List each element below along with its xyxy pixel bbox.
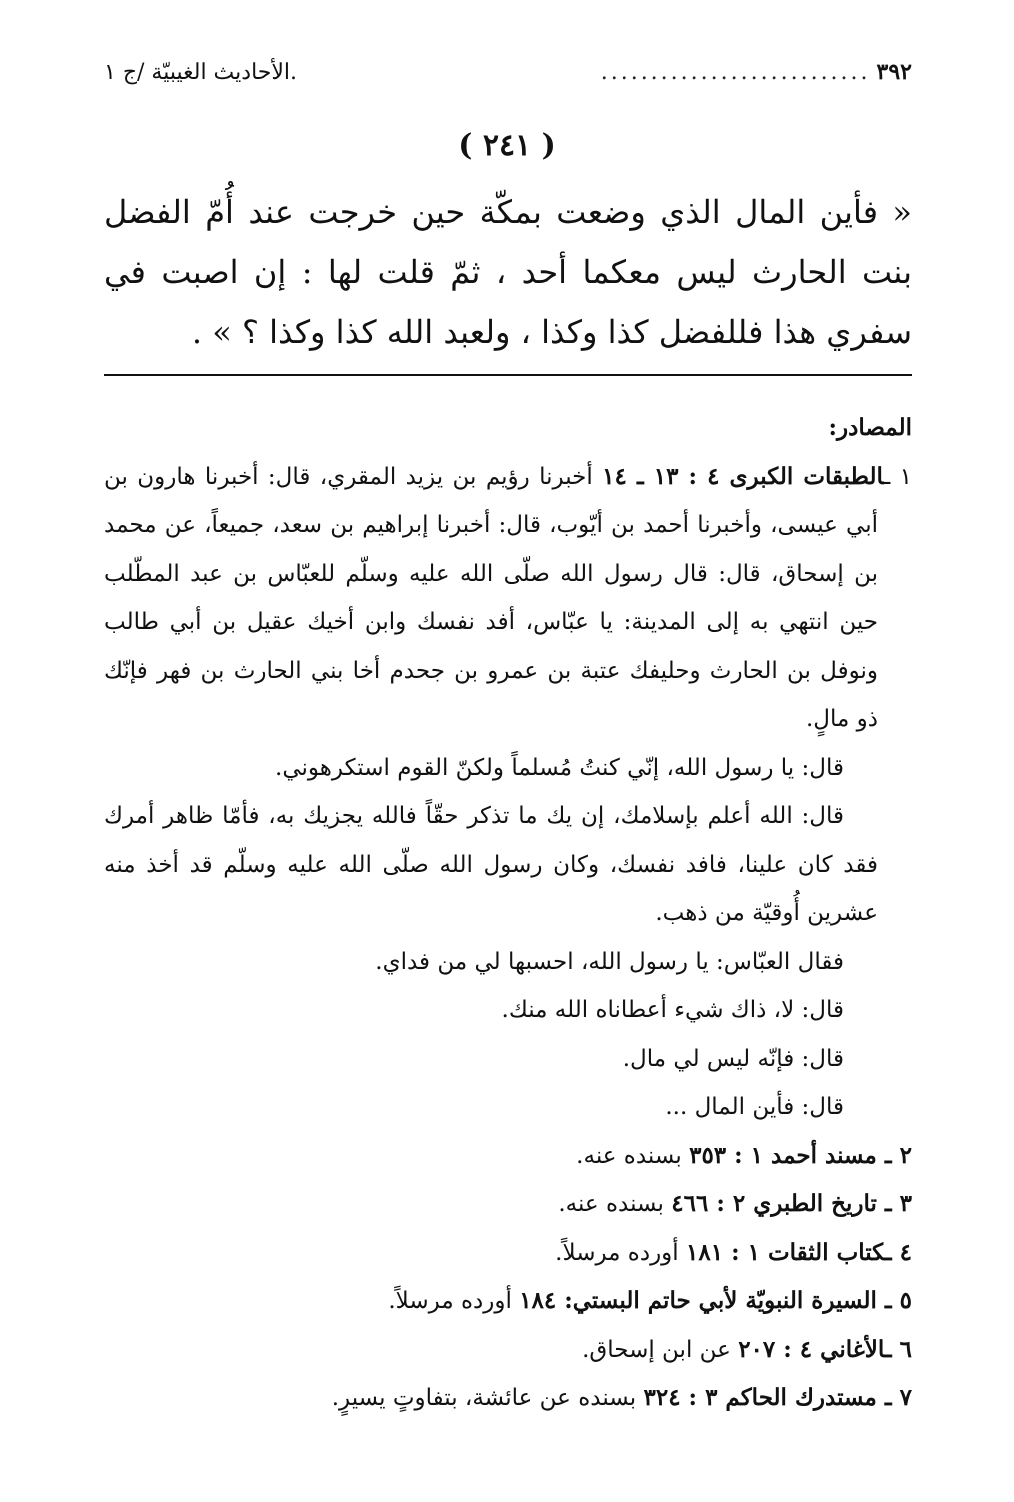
source-prefix: ٢ ـ bbox=[876, 1141, 912, 1169]
sources-heading: المصادر: bbox=[828, 414, 912, 441]
source-name: كتاب الثقات ١ : ١٨١ bbox=[686, 1238, 885, 1266]
source-item-5 bbox=[104, 1277, 912, 1326]
source-text: أورده مرسلاً. bbox=[388, 1288, 520, 1314]
quote-line: قال: فأين المال ... bbox=[665, 1094, 844, 1120]
sources-section bbox=[104, 404, 912, 1423]
source-text: بسنده عنه. bbox=[558, 1191, 672, 1217]
source-name: السيرة النبويّة لأبي حاتم البستي: ١٨٤ bbox=[519, 1287, 877, 1314]
source-number: ١ ـ bbox=[883, 463, 912, 490]
source-text: عن ابن إسحاق. bbox=[582, 1336, 739, 1363]
source-text: بسنده عن عائشة، بتفاوتٍ يسيرٍ. bbox=[331, 1385, 644, 1411]
quote-line: قال: فإنّه ليس لي مال. bbox=[622, 1045, 844, 1072]
leader-dots: ........................... bbox=[600, 59, 871, 85]
quote-line: قال: يا رسول الله، إنّي كنتُ مُسلماً ولكنّ القوم استكرهوني. bbox=[275, 754, 844, 781]
source-prefix: ٤ ـ bbox=[884, 1238, 912, 1266]
source-item-4 bbox=[104, 1229, 912, 1278]
running-header bbox=[104, 52, 912, 92]
hadith-text: « فأين المال الذي وضعت بمكّة حين خرجت عند أُمّ الفضل بنت الحارث ليس معكما أحد ، ثمّ قلت لها : إن اصبت في سفري هذا فللفضل كذا وكذا ، ولعبد الله كذا وكذا ؟ » . bbox=[104, 193, 913, 351]
source-name: الطبقات الكبرى ٤ : ١٣ ـ ١٤ bbox=[602, 462, 884, 490]
hadith-number: ( ٢٤١ ) bbox=[458, 128, 556, 163]
source-text: بسنده عنه. bbox=[576, 1142, 690, 1169]
source-item-1 bbox=[104, 453, 912, 744]
source-name: مسند أحمد ١ : ٣٥٣ bbox=[689, 1141, 877, 1169]
quote-line: قال: الله أعلم بإسلامك، إن يك ما تذكر حقّاً فالله يجزيك به، فأمّا ظاهر أمرك فقد كان علينا، فافد نفسك، وكان رسول الله صلّى الله عليه وسلّم قد أخذ منه عشرين أُوقيّة من ذهب. bbox=[104, 803, 878, 926]
source-text: أورده مرسلاً. bbox=[555, 1239, 686, 1266]
source-prefix: ٣ ـ bbox=[876, 1190, 912, 1217]
page-number: ٣٩٢ bbox=[876, 59, 912, 85]
book-title: .الأحاديث الغيبيّة /ج ١ bbox=[104, 59, 298, 85]
source-item-7 bbox=[104, 1374, 912, 1423]
source-text: أخبرنا رؤيم بن يزيد المقري، قال: أخبرنا هارون بن أبي عيسى، وأخبرنا أحمد بن أيّوب، قال: أخبرنا إبراهيم بن سعد، جميعاً، عن محمد بن إسحاق، قال: قال رسول الله صلّى الله عليه وسلّم للعبّاس بن عبد المطّلب حين انتهي به إلى المدينة: يا عبّاس، أفد نفسك وابن أخيك عقيل بن أبي طالب ونوفل بن الحارث وحليفك عتبة بن عمرو بن جحدم أخا بني الحارث بن فهر فإنّك ذو مالٍ. bbox=[104, 463, 878, 732]
source-name: الأغاني ٤ : ٢٠٧ bbox=[738, 1335, 885, 1363]
source-item-3 bbox=[104, 1180, 912, 1229]
quote-line: فقال العبّاس: يا رسول الله، احسبها لي من فداي. bbox=[375, 948, 844, 975]
source-prefix: ٧ ـ bbox=[876, 1384, 912, 1411]
quote-line: قال: لا، ذاك شيء أعطاناه الله منك. bbox=[501, 997, 844, 1023]
source-name: مستدرك الحاكم ٣ : ٣٢٤ bbox=[643, 1384, 877, 1411]
source-item-2 bbox=[104, 1132, 912, 1181]
footnote-divider bbox=[104, 374, 912, 376]
source-prefix: ٥ ـ bbox=[876, 1287, 912, 1314]
source-item-6 bbox=[104, 1326, 912, 1375]
source-prefix: ٦ ـ bbox=[884, 1335, 912, 1363]
source-name: تاريخ الطبري ٢ : ٤٦٦ bbox=[671, 1190, 877, 1217]
